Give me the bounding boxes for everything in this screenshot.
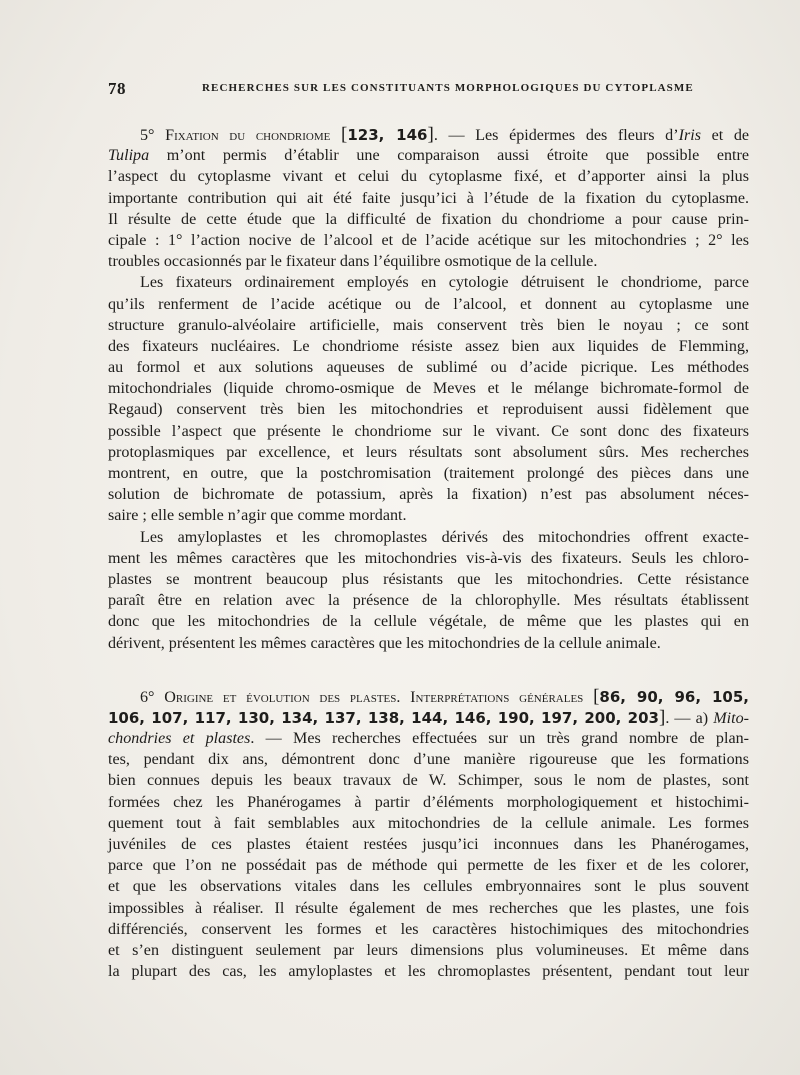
section-6-mito: Mito- xyxy=(713,709,749,727)
section-6-line-2-text: . — a) xyxy=(665,709,714,727)
text-line: paraît être en relation avec la présence de la chlorophylle. Mes résultats établissent xyxy=(108,592,749,610)
text-line: quement tout à fait semblables aux mitochondries de la cellule animale. Les formes xyxy=(108,814,749,832)
text-line: importante contribution qui ait été faite jusqu’ici à l’étude de la fixation du cytoplasme. xyxy=(108,189,749,207)
section-6 xyxy=(108,686,749,983)
text-line: protoplasmiques par excellence, et leurs résultats sont absolument sûrs. Mes recherches xyxy=(108,443,749,461)
text-line: au formol et aux solutions aqueuses de sublimé ou d’acide picrique. Les méthodes xyxy=(108,359,749,377)
text-line: mitochondriales (liquide chromo-osmique de Meves et le mélange bichromate-formol de xyxy=(108,380,749,398)
section-6-references-1: 86, 90, 96, 105, xyxy=(599,687,749,706)
section-6-line-2: 106, 107, 117, 130, 134, 137, 138, 144, 146, 190, 197, 200, 203]. — a) Mito- xyxy=(108,706,749,728)
text-line: possible l’aspect que présente le chondriome sur le vivant. Ce sont donc des fixateurs xyxy=(108,422,749,440)
section-5-line-1-text: . — Les épidermes des fleurs d’ xyxy=(433,127,679,144)
section-6-line-3-text: . — Mes recherches effectuées sur un très grand nombre de plan- xyxy=(250,730,749,748)
text-line: ment les mêmes caractères que les mitochondries vis-à-vis des fixateurs. Seuls les chloro- xyxy=(108,549,749,567)
text-line: troubles occasionnés par le fixateur dans l’équilibre osmotique de la cellule. xyxy=(108,253,598,271)
page-header xyxy=(108,79,760,99)
page-number: 78 xyxy=(108,79,126,98)
text-line: et s’en distinguent seulement par leurs dimensions plus volumineuses. Et même dans xyxy=(108,941,749,959)
text-line: impossibles à réaliser. Il résulte également de mes recherches que les plastes, une fois xyxy=(108,899,749,917)
text-line: dérivent, présentent les mêmes caractères que les mitochondries de la cellule animale. xyxy=(108,634,661,652)
text-line: plastes se montrent beaucoup plus résistants que les mitochondries. Cette résistance xyxy=(108,570,749,588)
section-5-line-2 xyxy=(108,145,749,166)
section-6-numeral: 6° xyxy=(140,688,155,706)
section-6-line-3 xyxy=(108,728,749,749)
running-title: RECHERCHES SUR LES CONSTITUANTS MORPHOLOGIQUES DU CYTOPLASME xyxy=(202,82,694,94)
section-6-heading-line: 6° Origine et évolution des plastes. Interprétations générales [86, 90, 96, 105, xyxy=(140,685,749,707)
text-line: différenciés, conservent les formes et les caractères histochimiques des mitochondries xyxy=(108,920,749,938)
text-line: l’aspect du cytoplasme vivant et celui du cytoplasme fixé, et d’apporter ainsi la plus xyxy=(108,168,749,186)
section-5-numeral: 5° xyxy=(140,127,155,144)
text-line: saire ; elle semble n’agir que comme mordant. xyxy=(108,507,407,525)
section-6-references-2: 106, 107, 117, 130, 134, 137, 138, 144, 146, 190, 197, 200, 203 xyxy=(108,708,659,727)
text-line: Les amyloplastes et les chromoplastes dérivés des mitochondries offrent exacte- xyxy=(140,528,749,546)
text-line: tes, pendant dix ans, démontrent donc d’une manière rigoureuse que les formations xyxy=(108,751,749,769)
text-line: qu’ils renferment de l’acide acétique ou de l’alcool, et donnent au cytoplasme une xyxy=(108,295,749,313)
section-6-subtitle: chondries et plastes xyxy=(108,730,251,748)
section-5-line-1-end: et de xyxy=(700,127,750,144)
section-5-iris: Iris xyxy=(678,127,701,144)
text-line: montrent, en outre, que la postchromisation (traitement prolongé des pièces dans une xyxy=(108,465,749,482)
text-line: des fixateurs nucléaires. Le chondriome résiste assez bien aux liquides de Flemming, xyxy=(108,337,749,355)
text-line: structure granulo-alvéolaire artificielle, mais conservent très bien le noyau ; ce sont xyxy=(108,316,749,334)
section-6-heading-b: Interprétations générales xyxy=(410,688,584,706)
text-line: Les fixateurs ordinairement employés en cytologie détruisent le chondriome, parce xyxy=(140,274,749,292)
text-line: formées chez les Phanérogames à partir d’éléments morphologiquement et histochimi- xyxy=(108,793,749,811)
text-line: solution de bichromate de potassium, après la fixation) n’est pas absolument néces- xyxy=(108,486,749,504)
section-6-heading-a: Origine et évolution des plastes xyxy=(164,688,397,706)
text-line: parce que l’on ne possédait pas de méthode qui permette de les fixer et de les colorer, xyxy=(108,857,749,875)
text-line: juvéniles de ces plastes étaient restées jusqu’ici inconnues dans les Phanérogames, xyxy=(108,836,749,853)
text-line: la plupart des cas, les amyloplastes et les chromoplastes présentent, pendant tout leur xyxy=(108,963,749,981)
text-line: bien connues depuis les beaux travaux de W. Schimper, sous le nom de plastes, sont xyxy=(108,772,749,790)
body-text xyxy=(108,124,749,982)
section-5-references: 123, 146 xyxy=(347,126,428,144)
section-5-line-2-text: m’ont permis d’établir une comparaison aussi étroite que possible entre xyxy=(149,147,749,165)
section-gap xyxy=(108,654,749,686)
section-5-tulipa: Tulipa xyxy=(108,147,150,165)
text-line: Regaud) conservent très bien les mitochondries et reproduisent aussi fidèlement que xyxy=(108,401,749,419)
section-5-heading: Fixation du chondriome xyxy=(165,127,331,144)
text-line: cipale : 1° l’action nocive de l’alcool et de l’acide acétique sur les mitochondries ; 2° les xyxy=(108,231,749,249)
text-line: et que les observations vitales dans les cellules embryonnaires sont le plus souvent xyxy=(108,878,749,896)
section-5 xyxy=(108,124,749,654)
text-line: donc que les mitochondries de la cellule végétale, de même que les plastes qui en xyxy=(108,613,749,631)
text-line: Il résulte de cette étude que la difficulté de fixation du chondriome a pour cause prin- xyxy=(108,210,749,228)
section-5-heading-line: 5° Fixation du chondriome [123, 146]. — Les épidermes des fleurs d’Iris et de xyxy=(140,124,750,145)
